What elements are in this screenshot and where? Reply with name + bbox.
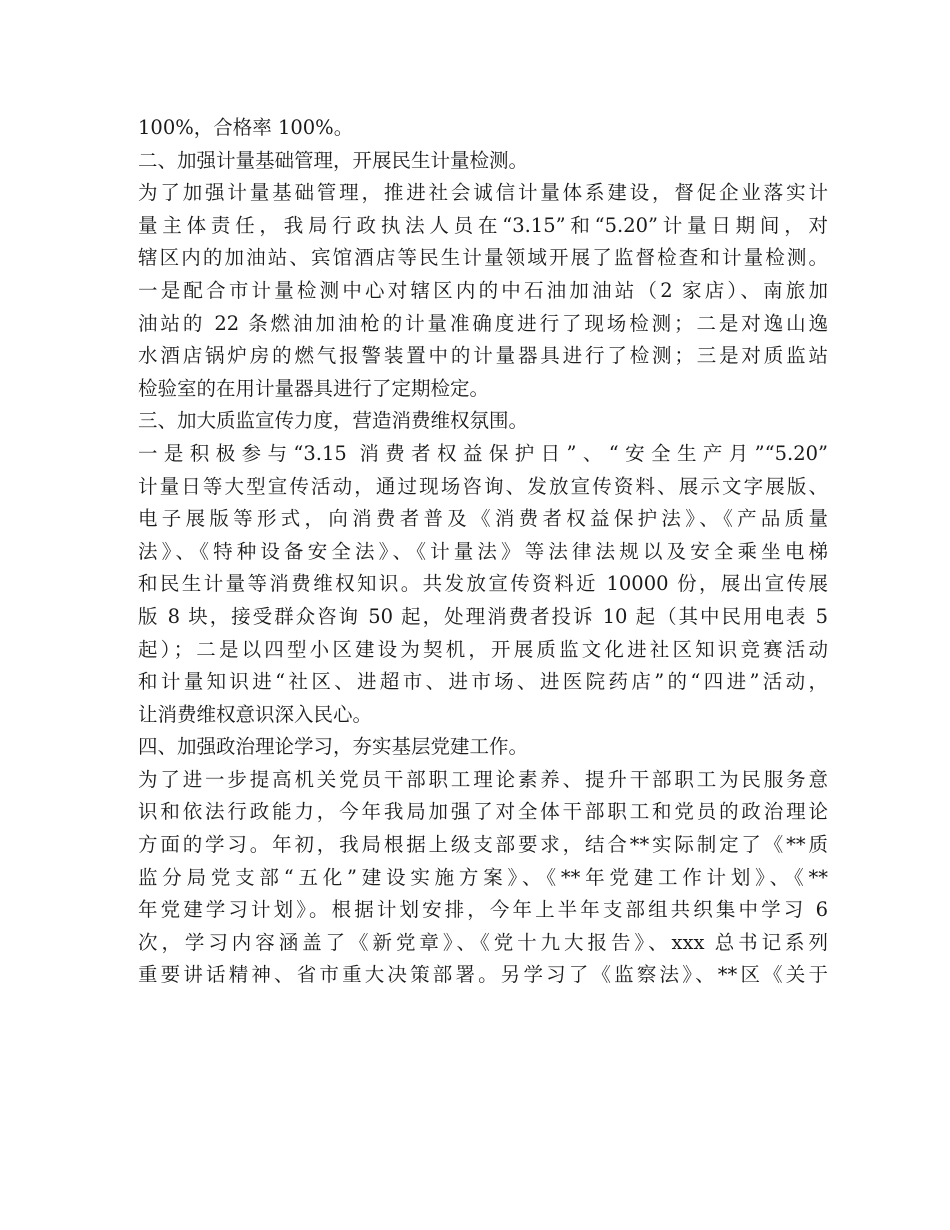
text-line: 为了加强计量基础管理，推进社会诚信计量体系建设，督促企业落实计 bbox=[138, 181, 828, 205]
text-line: 让消费维权意识深入民心。 bbox=[138, 702, 373, 726]
text-line: 年党建学习计划》。根据计划安排，今年上半年支部组共织集中学习 6 bbox=[138, 898, 828, 922]
text-line: 起）；二是以四型小区建设为契机，开展质监文化进社区知识竞赛活动 bbox=[138, 637, 828, 661]
text-line: 版 8 块，接受群众咨询 50 起，处理消费者投诉 10 起（其中民用电表 5 bbox=[138, 604, 828, 628]
text-line: 水酒店锅炉房的燃气报警装置中的计量器具进行了检测；三是对质监站 bbox=[138, 344, 828, 368]
text-line: 次，学习内容涵盖了《新党章》、《党十九大报告》、xxx 总书记系列 bbox=[138, 930, 828, 954]
text-line: 计量日等大型宣传活动，通过现场咨询、发放宣传资料、展示文字展版、 bbox=[138, 474, 828, 498]
text-line: 为了进一步提高机关党员干部职工理论素养、提升干部职工为民服务意 bbox=[138, 767, 828, 791]
text-line: 100%，合格率 100%。 bbox=[138, 116, 354, 139]
text-line: 重要讲话精神、省市重大决策部署。另学习了《监察法》、**区《关于 bbox=[138, 963, 828, 987]
text-line: 三、加大质监宣传力度，营造消费维权氛围。 bbox=[138, 409, 529, 433]
text-line: 电子展版等形式，向消费者普及《消费者权益保护法》、《产品质量 bbox=[138, 507, 828, 531]
text-line: 油站的 22 条燃油加油枪的计量准确度进行了现场检测；二是对逸山逸 bbox=[138, 311, 828, 335]
text-line: 一是配合市计量检测中心对辖区内的中石油加油站（2 家店）、南旅加 bbox=[138, 278, 828, 302]
text-line: 量主体责任，我局行政执法人员在“3.15”和“5.20”计量日期间，对 bbox=[138, 213, 828, 237]
text-line: 监分局党支部“五化”建设实施方案》、《**年党建工作计划》、《** bbox=[138, 865, 828, 889]
text-line: 四、加强政治理论学习，夯实基层党建工作。 bbox=[138, 735, 529, 759]
text-line: 检验室的在用计量器具进行了定期检定。 bbox=[138, 376, 490, 400]
text-line: 法》、《特种设备安全法》、《计量法》等法律法规以及安全乘坐电梯 bbox=[138, 539, 828, 563]
text-line: 一是积极参与“3.15 消费者权益保护日”、“安全生产月”“5.20” bbox=[138, 441, 828, 465]
text-line: 方面的学习。年初，我局根据上级支部要求，结合**实际制定了《**质 bbox=[138, 833, 828, 857]
text-line: 和民生计量等消费维权知识。共发放宣传资料近 10000 份，展出宣传展 bbox=[138, 572, 828, 596]
text-line: 识和依法行政能力，今年我局加强了对全体干部职工和党员的政治理论 bbox=[138, 800, 828, 824]
text-line: 辖区内的加油站、宾馆酒店等民生计量领域开展了监督检查和计量检测。 bbox=[138, 246, 828, 270]
document-body bbox=[138, 112, 828, 992]
text-line: 和计量知识进“社区、进超市、进市场、进医院药店”的“四进”活动， bbox=[138, 670, 828, 694]
text-line: 二、加强计量基础管理，开展民生计量检测。 bbox=[138, 148, 529, 172]
